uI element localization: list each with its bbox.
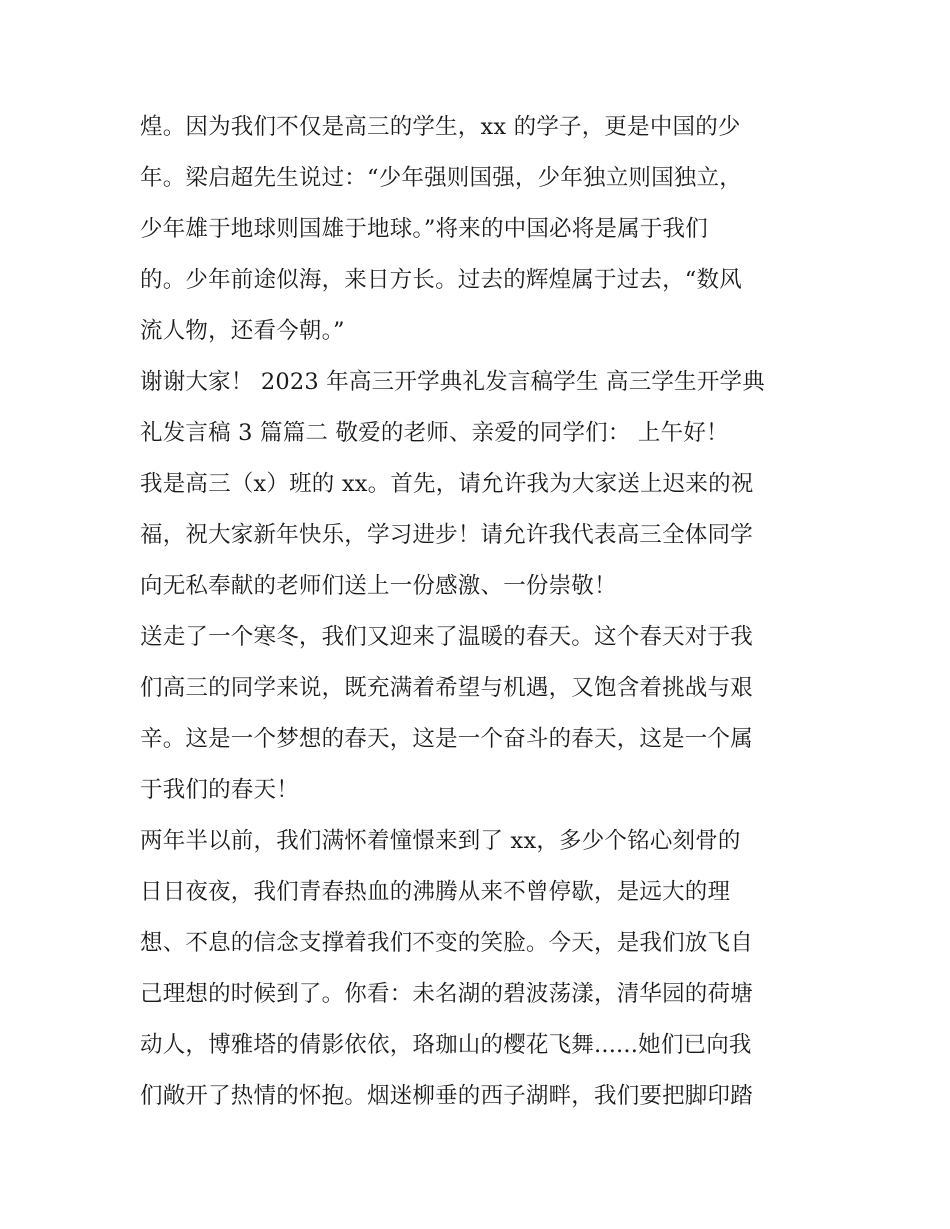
text-line: 们高三的同学来说，既充满着希望与机遇，又饱含着挑战与艰 (140, 675, 753, 701)
text-line: 谢谢大家！ 2023 年高三开学典礼发言稿学生 高三学生开学典 (140, 369, 765, 395)
text-line: 向无私奉献的老师们送上一份感激、一份崇敬！ (140, 573, 617, 599)
text-line: 们敞开了热情的怀抱。烟迷柳垂的西子湖畔，我们要把脚印踏 (140, 1083, 753, 1109)
text-line: 想、不息的信念支撑着我们不变的笑脸。今天，是我们放飞自 (140, 930, 753, 956)
text-line: 送走了一个寒冬，我们又迎来了温暖的春天。这个春天对于我 (140, 624, 753, 650)
text-line: 礼发言稿 3 篇篇二 敬爱的老师、亲爱的同学们： 上午好！ (140, 420, 729, 446)
text-line: 我是高三（x）班的 xx。首先，请允许我为大家送上迟来的祝 (140, 471, 754, 497)
text-line: 煌。因为我们不仅是高三的学生，xx 的学子，更是中国的少 (140, 114, 741, 140)
text-line: 少年雄于地球则国雄于地球。”将来的中国必将是属于我们 (140, 216, 708, 242)
text-line: 己理想的时候到了。你看：未名湖的碧波荡漾，清华园的荷塘 (140, 981, 753, 1007)
text-line: 年。梁启超先生说过：“少年强则国强，少年独立则国独立， (140, 165, 742, 191)
text-line: 动人，博雅塔的倩影依依，珞珈山的樱花飞舞......她们已向我 (140, 1032, 752, 1058)
text-line: 两年半以前，我们满怀着憧憬来到了 xx，多少个铭心刻骨的 (140, 828, 741, 854)
document-body (140, 102, 830, 1122)
text-line: 于我们的春天！ (140, 777, 299, 803)
text-line: 日日夜夜，我们青春热血的沸腾从来不曾停歇，是远大的理 (140, 879, 731, 905)
text-line: 流人物，还看今朝。” (140, 318, 345, 344)
text-line: 的。少年前途似海，来日方长。过去的辉煌属于过去，“数风 (140, 267, 742, 293)
text-line: 辛。这是一个梦想的春天，这是一个奋斗的春天，这是一个属 (140, 726, 753, 752)
text-line: 福，祝大家新年快乐，学习进步！请允许我代表高三全体同学 (140, 522, 753, 548)
